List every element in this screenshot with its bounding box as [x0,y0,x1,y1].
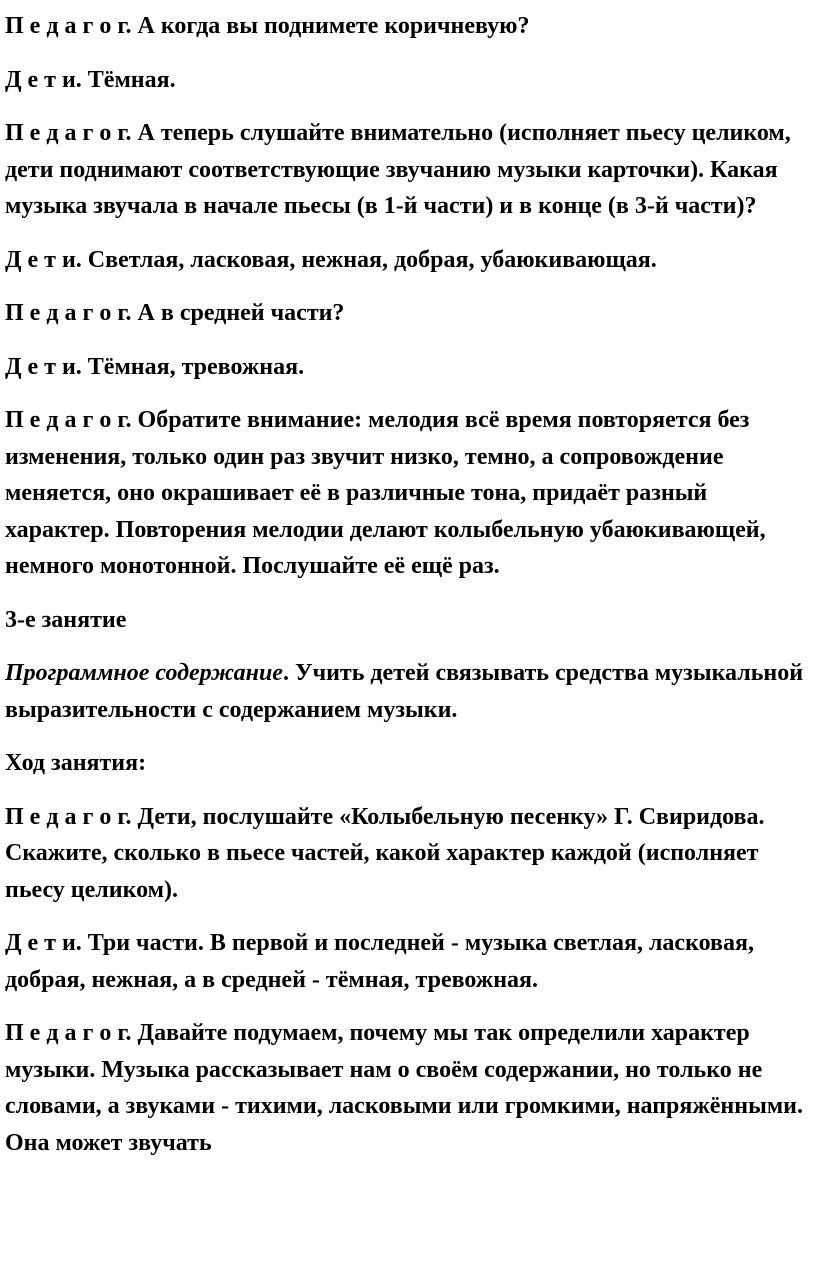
lesson-heading: 3-е занятие [5,606,127,633]
program-content-text: . Учить детей связывать средства музыкальной выразительности с содержанием музыки. [5,660,804,723]
dialogue-paragraph: П е д а г о г. А в средней части? [5,300,345,326]
dialogue-paragraph: Д е т и. Три части. В первой и последней - музыка светлая, ласковая, добрая, нежная, а в средней - тёмная, тревожная. [5,930,754,993]
dialogue-paragraph: П е д а г о г. Дети, послушайте «Колыбельную песенку» Г. Свиридова. Скажите, сколько в пьесе частей, какой характер каждой (исполняет пьесу целиком). [5,803,765,903]
program-content-label: Программное содержание [5,660,283,686]
dialogue-paragraph: П е д а г о г. А когда вы поднимете коричневую? [5,13,530,39]
dialogue-paragraph: Д е т и. Тёмная, тревожная. [5,353,305,380]
dialogue-paragraph: П е д а г о г. А теперь слушайте внимательно (исполняет пьесу целиком, дети поднимают соответствующие звучанию музыки карточки). Какая музыка звучала в начале пьесы (в 1-й части) и в конце (в 3-й части)? [5,120,791,219]
dialogue-paragraph: П е д а г о г. Давайте подумаем, почему мы так определили характер музыки. Музыка рассказывает нам о своём содержании, но только не словами, а звуками - тихими, ласковыми или громкими, напряжёнными. Она может звучать [5,1020,803,1156]
dialogue-paragraph: П е д а г о г. Обратите внимание: мелодия всё время повторяется без изменения, только один раз звучит низко, темно, а сопровождение меняется, оно окрашивает её в различные тона, придаёт разный характер. Повторения мелодии делают колыбельную убаюкивающей, немного монотонной. Послушайте её ещё раз. [5,407,766,579]
program-content-paragraph [5,655,808,728]
lesson-course-heading: Ход занятия: [5,750,147,776]
dialogue-paragraph: Д е т и. Тёмная. [5,66,176,93]
dialogue-paragraph: Д е т и. Светлая, ласковая, нежная, добрая, убаюкивающая. [5,246,657,273]
